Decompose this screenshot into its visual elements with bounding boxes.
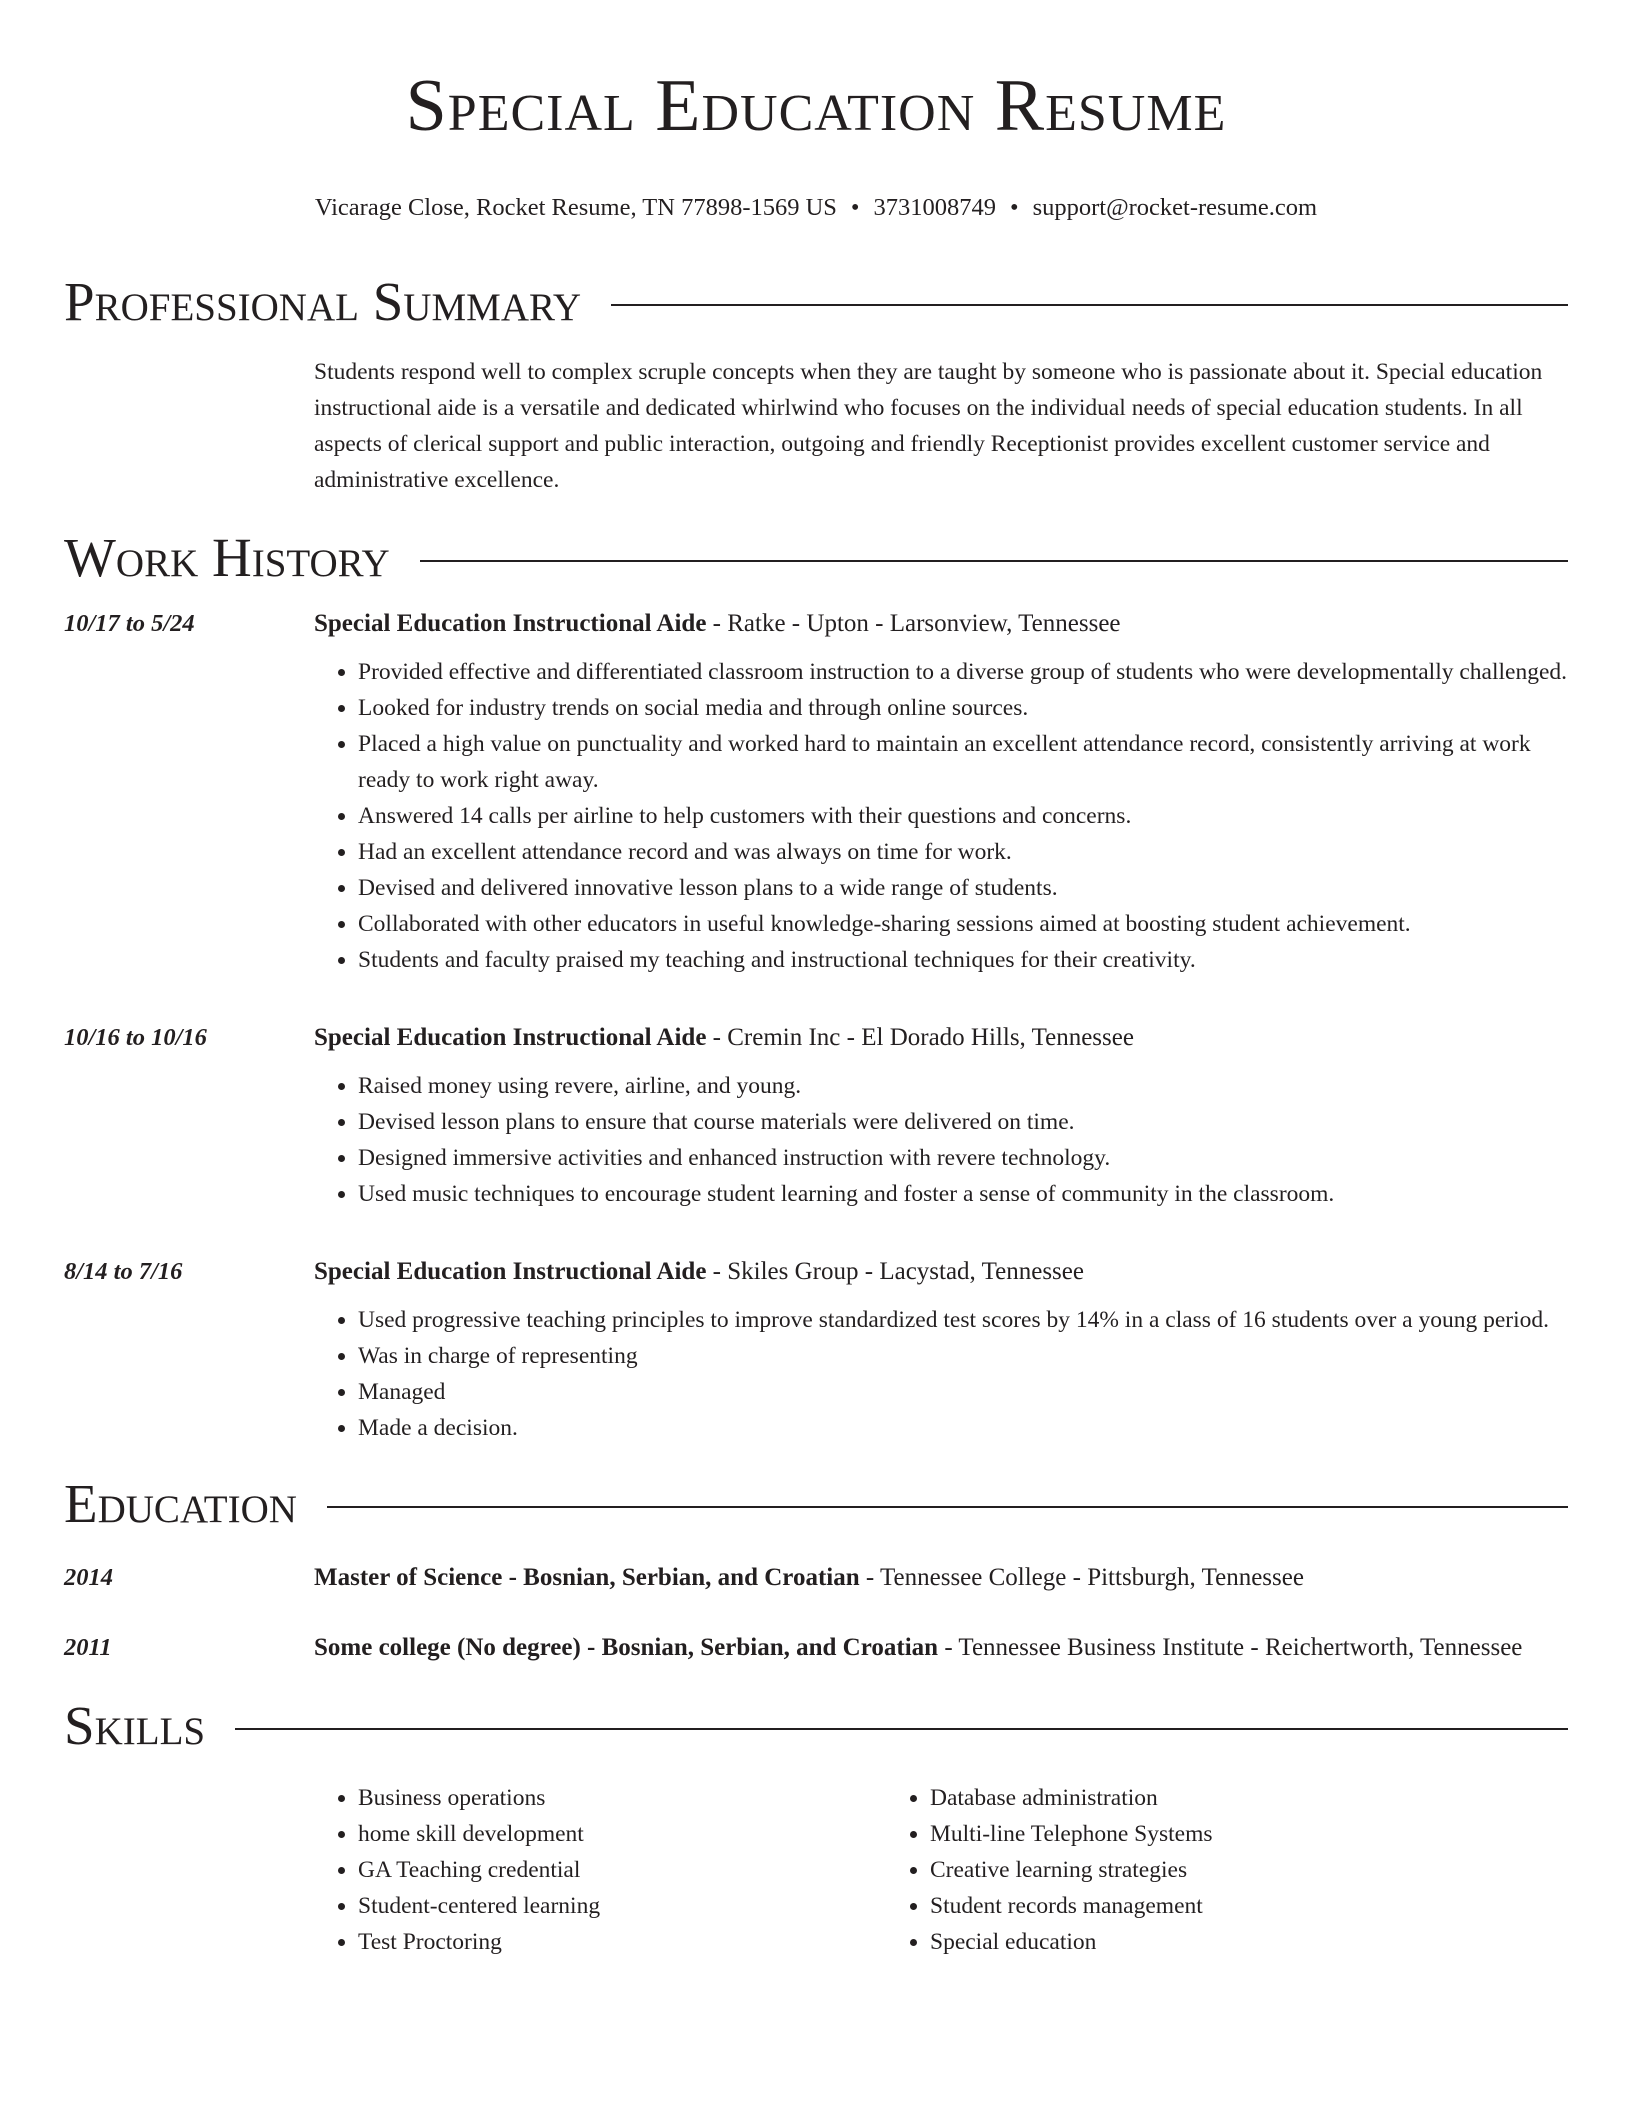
list-item: • Student-centered learning xyxy=(358,1888,886,1924)
education-year: 2014 xyxy=(64,1564,113,1591)
contact-separator: • xyxy=(850,194,860,221)
list-item: • Database administration xyxy=(930,1780,1458,1816)
summary-text: Students respond well to complex scruple concepts when they are taught by someone who is passionate about it. Special education instructional aide is a versatile and dedicated whirlwind who focuses on the individual needs of special education students. In all aspects of clerical support and public interaction, outgoing and friendly Receptionist provides excellent customer service and administrative excellence. xyxy=(314,359,1543,493)
section-title-summary: Professional Summary xyxy=(64,271,582,332)
job-dates: 10/16 to 10/16 xyxy=(64,1024,207,1051)
job-role: Special Education Instructional Aide xyxy=(314,1024,707,1051)
list-item: • Used music techniques to encourage student learning and foster a sense of community in the classroom. xyxy=(358,1176,1568,1212)
list-item: • Multi-line Telephone Systems xyxy=(930,1816,1458,1852)
job-details: - Ratke - Upton - Larsonview, Tennessee xyxy=(706,610,1121,637)
job-role: Special Education Instructional Aide xyxy=(314,1258,707,1285)
list-item: • Had an excellent attendance record and was always on time for work. xyxy=(358,834,1568,870)
job-body xyxy=(314,1018,1568,1212)
list-item: • Answered 14 calls per airline to help customers with their questions and concerns. xyxy=(358,798,1568,834)
list-item: • Collaborated with other educators in useful knowledge-sharing sessions aimed at boosting student achievement. xyxy=(358,906,1568,942)
job-bullets xyxy=(314,654,1568,978)
education-entry xyxy=(64,1558,1568,1598)
list-item: • Devised lesson plans to ensure that course materials were delivered on time. xyxy=(358,1104,1568,1140)
education-degree: Some college (No degree) - Bosnian, Serbian, and Croatian xyxy=(314,1634,939,1661)
list-item: • Student records management xyxy=(930,1888,1458,1924)
resume-title: Special Education Resume xyxy=(405,65,1227,147)
education-year: 2011 xyxy=(64,1634,112,1661)
education-degree: Master of Science - Bosnian, Serbian, and Croatian xyxy=(314,1564,860,1591)
list-item: • Test Proctoring xyxy=(358,1924,886,1960)
list-item: • GA Teaching credential xyxy=(358,1852,886,1888)
job-dates: 8/14 to 7/16 xyxy=(64,1258,183,1285)
section-header-summary xyxy=(64,270,1568,334)
list-item: • Raised money using revere, airline, and young. xyxy=(358,1068,1568,1104)
contact-email: support@rocket-resume.com xyxy=(1032,194,1318,221)
job-dates: 10/17 to 5/24 xyxy=(64,610,195,637)
job-details: - Skiles Group - Lacystad, Tennessee xyxy=(706,1258,1084,1285)
section-header-skills xyxy=(64,1694,1568,1758)
list-item: • Managed xyxy=(358,1374,1568,1410)
job-title-line xyxy=(314,604,1568,644)
education-body xyxy=(314,1628,1568,1668)
list-item: • Business operations xyxy=(358,1780,886,1816)
section-title-education: Education xyxy=(64,1473,297,1534)
education-details: - Tennessee College - Pittsburgh, Tennessee xyxy=(859,1564,1304,1591)
job-bullets xyxy=(314,1068,1568,1212)
job-body xyxy=(314,604,1568,978)
list-item: • Looked for industry trends on social media and through online sources. xyxy=(358,690,1568,726)
education-details: - Tennessee Business Institute - Reichertworth, Tennessee xyxy=(938,1634,1523,1661)
section-divider xyxy=(611,304,1568,306)
list-item: • Designed immersive activities and enhanced instruction with revere technology. xyxy=(358,1140,1568,1176)
job-entry xyxy=(64,1018,1568,1212)
list-item: • home skill development xyxy=(358,1816,886,1852)
job-title-line xyxy=(314,1252,1568,1292)
list-item: • Placed a high value on punctuality and worked hard to maintain an excellent attendance record, consistently arriving at work ready to work right away. xyxy=(358,726,1568,798)
contact-address: Vicarage Close, Rocket Resume, TN 77898-1569 US xyxy=(314,194,837,221)
job-details: - Cremin Inc - El Dorado Hills, Tennessee xyxy=(706,1024,1134,1051)
section-header-work xyxy=(64,526,1568,590)
education-title-line xyxy=(314,1558,1568,1598)
job-entry xyxy=(64,1252,1568,1446)
education-entry xyxy=(64,1628,1568,1668)
section-header-education xyxy=(64,1472,1568,1536)
section-divider xyxy=(327,1506,1568,1508)
contact-line xyxy=(64,192,1568,224)
job-body xyxy=(314,1252,1568,1446)
education-body xyxy=(314,1558,1568,1598)
skills-column-right xyxy=(886,1780,1458,1960)
list-item: • Devised and delivered innovative lesson plans to a wide range of students. xyxy=(358,870,1568,906)
skills-column-left xyxy=(314,1780,886,1960)
job-title-line xyxy=(314,1018,1568,1058)
section-title-work: Work History xyxy=(64,527,390,588)
list-item: • Provided effective and differentiated classroom instruction to a diverse group of students who were developmentally challenged. xyxy=(358,654,1568,690)
list-item: • Special education xyxy=(930,1924,1458,1960)
contact-separator: • xyxy=(1010,194,1019,221)
section-divider xyxy=(420,560,1568,562)
job-entry xyxy=(64,604,1568,978)
list-item: • Made a decision. xyxy=(358,1410,1568,1446)
section-title-skills: Skills xyxy=(64,1695,206,1756)
list-item: • Was in charge of representing xyxy=(358,1338,1568,1374)
section-divider xyxy=(235,1728,1568,1730)
list-item: • Used progressive teaching principles to improve standardized test scores by 14% in a class of 16 students over a young period. xyxy=(358,1302,1568,1338)
skills-list xyxy=(314,1780,1568,1960)
contact-phone: 3731008749 xyxy=(873,194,996,221)
list-item: • Students and faculty praised my teaching and instructional techniques for their creativity. xyxy=(358,942,1568,978)
job-role: Special Education Instructional Aide xyxy=(314,610,707,637)
resume-header xyxy=(64,0,1568,224)
education-title-line xyxy=(314,1628,1568,1668)
list-item: • Creative learning strategies xyxy=(930,1852,1458,1888)
job-bullets xyxy=(314,1302,1568,1446)
